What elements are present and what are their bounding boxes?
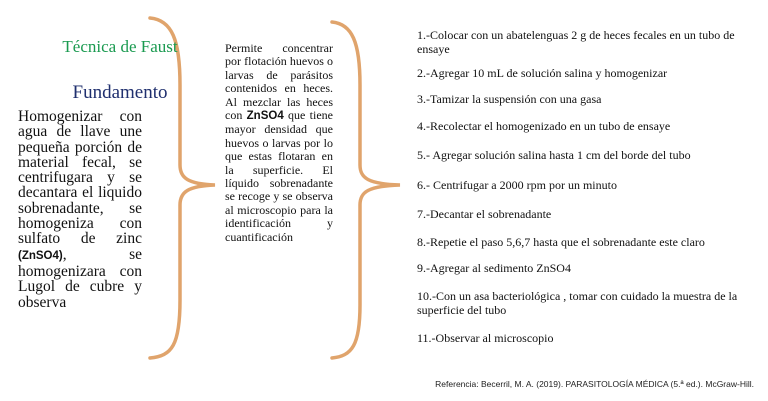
fundamento-text: [18, 109, 142, 310]
step-item: 5.- Agregar solución salina hasta 1 cm del borde del tubo: [417, 148, 691, 162]
left-brace: [150, 18, 215, 358]
reference-citation: Referencia: Becerril, M. A. (2019). PARASITOLOGÍA MÉDICA (5.ª ed.). McGraw-Hill.: [435, 379, 754, 389]
fundamento-text-part-a: Homogenizar con agua de llave une pequeña porción de material fecal, se centrifugara y se decantara el liquido sobrenadante, se homogeniza con sulfato de zinc: [18, 108, 142, 248]
fundamento-formula: (ZnSO4): [18, 249, 63, 262]
step-item: 8.-Repetie el paso 5,6,7 hasta que el sobrenadante este claro: [417, 235, 705, 249]
step-item: 6.- Centrifugar a 2000 rpm por un minuto: [417, 178, 617, 192]
purpose-text-part-a: Permite concentrar por flotación huevos o larvas de parásitos contenidos en heces. Al mezclar las heces con: [225, 41, 333, 123]
step-item: 2.-Agregar 10 mL de solución salina y homogenizar: [417, 66, 668, 80]
fundamento-heading: Fundamento: [72, 82, 168, 103]
step-item: 9.-Agregar al sedimento ZnSO4: [417, 261, 571, 275]
purpose-formula: ZnSO4: [246, 110, 284, 123]
fundamento-text-part-b: , se homogenizara con Lugol de cubre y observa: [18, 245, 142, 311]
right-brace: [332, 22, 400, 358]
step-item: 3.-Tamizar la suspensión con una gasa: [417, 92, 602, 106]
step-item: 1.-Colocar con un abatelenguas 2 g de heces fecales en un tubo de ensaye: [417, 28, 735, 56]
step-item: 10.-Con un asa bacteriológica , tomar con cuidado la muestra de la superficie del tubo: [417, 289, 738, 317]
step-item: 4.-Recolectar el homogenizado en un tubo de ensaye: [417, 119, 671, 133]
purpose-text: [225, 42, 333, 244]
step-item: 11.-Observar al microscopio: [417, 331, 554, 345]
step-item: 7.-Decantar el sobrenadante: [417, 207, 552, 221]
technique-title: Técnica de Faust: [62, 37, 178, 56]
purpose-text-part-b: que tiene mayor densidad que huevos o larvas por lo que estas flotaran en la superficie. El líquido sobrenadante se recoge y se observa al microscopio para la identificación y cuantificación: [225, 108, 334, 244]
